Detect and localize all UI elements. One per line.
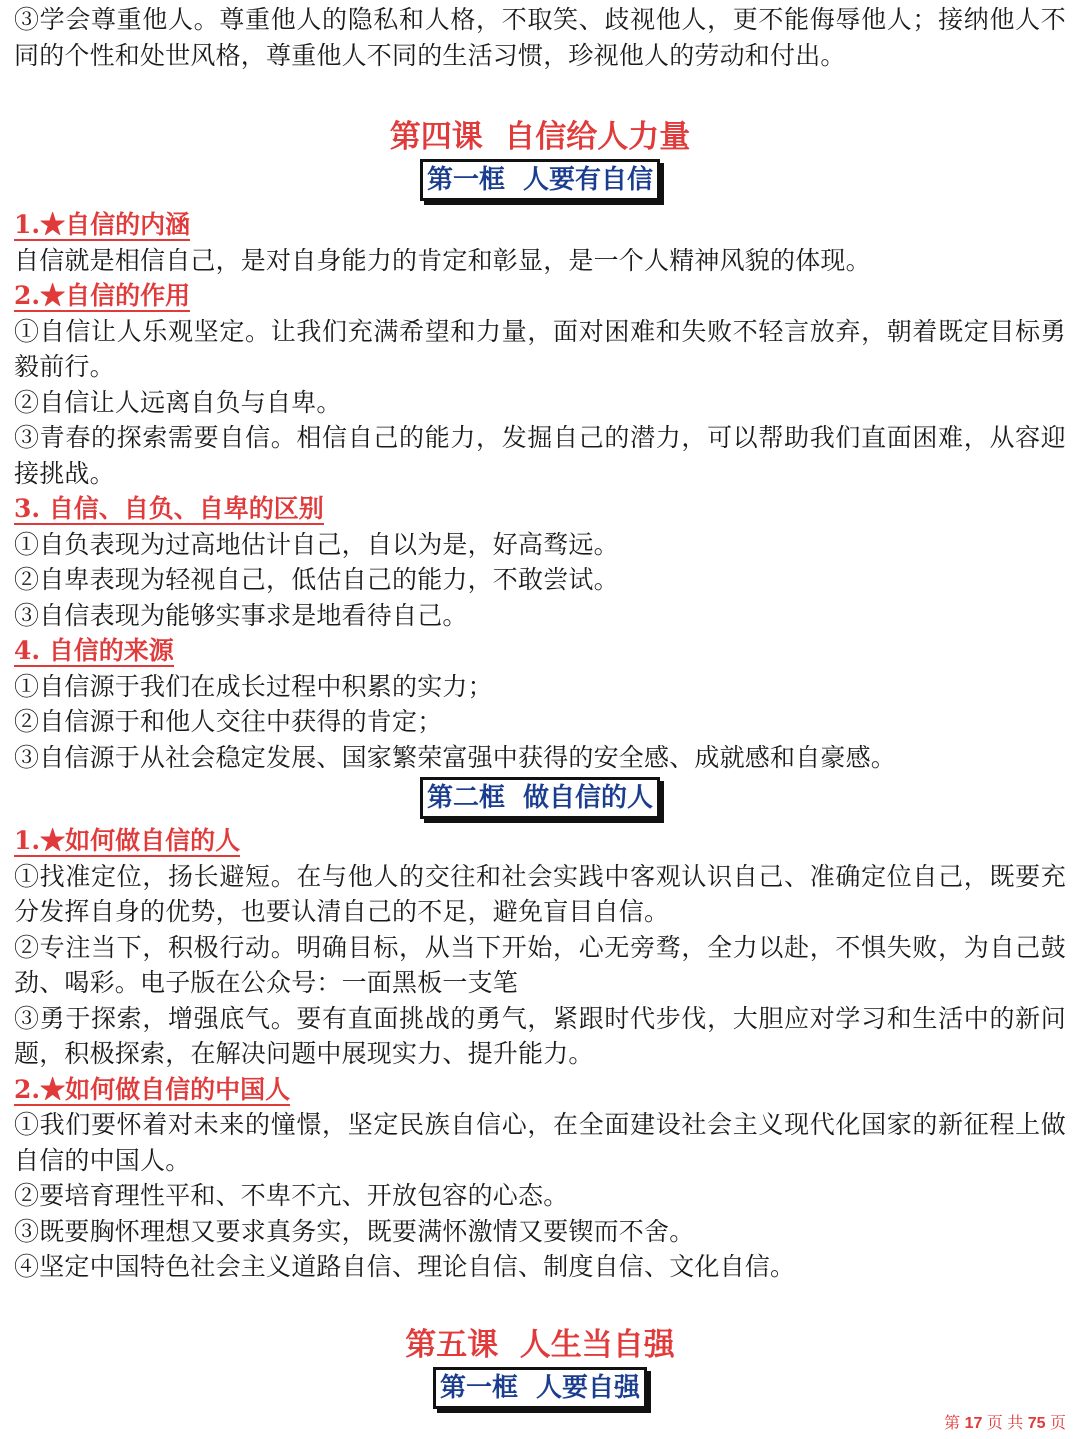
page-number-footer xyxy=(944,1410,1066,1433)
footer-middle: 页 共 xyxy=(986,1415,1024,1432)
section-paragraph: ①自信让人乐观坚定。让我们充满希望和力量，面对困难和失败不轻言放弃，朝着既定目标勇毅前行。 xyxy=(14,316,1066,381)
section-heading: 3. 自信、自负、自卑的区别 xyxy=(14,494,324,523)
section-paragraph: ①我们要怀着对未来的憧憬，坚定民族自信心，在全面建设社会主义现代化国家的新征程上做自信的中国人。 xyxy=(14,1110,1066,1175)
lesson-4-title: 第四课 自信给人力量 xyxy=(389,119,691,155)
footer-suffix: 页 xyxy=(1049,1415,1066,1432)
section-paragraph: ③既要胸怀理想又要求真务实，既要满怀激情又要锲而不舍。 xyxy=(14,1216,695,1246)
section-paragraph: ①找准定位，扬长避短。在与他人的交往和社会实践中客观认识自己、准确定位自己，既要充分发挥自身的优势，也要认清自己的不足，避免盲目自信。 xyxy=(14,861,1066,926)
section-heading: 2.★自信的作用 xyxy=(14,281,191,310)
section-heading: 1.★如何做自信的人 xyxy=(14,826,241,855)
section-paragraph: ②专注当下，积极行动。明确目标，从当下开始，心无旁骛，全力以赴，不惧失败，为自己鼓劲、喝彩。电子版在公众号：一面黑板一支笔 xyxy=(14,932,1066,997)
section-paragraph: 自信就是相信自己，是对自身能力的肯定和彰显，是一个人精神风貌的体现。 xyxy=(14,245,871,275)
lesson-5-title: 第五课 人生当自强 xyxy=(405,1326,675,1363)
section-paragraph: ③自信表现为能够实事求是地看待自己。 xyxy=(14,600,468,630)
footer-page-number: 17 xyxy=(964,1415,983,1432)
section-paragraph: ①自信源于我们在成长过程中积累的实力； xyxy=(14,671,493,701)
footer-total-pages: 75 xyxy=(1027,1415,1046,1432)
section-paragraph: ③勇于探索，增强底气。要有直面挑战的勇气，紧跟时代步伐，大胆应对学习和生活中的新问题，积极探索，在解决问题中展现实力、提升能力。 xyxy=(14,1003,1066,1068)
section-heading: 2.★如何做自信的中国人 xyxy=(14,1074,291,1104)
lesson-4-frame-2-title: 第二框 做自信的人 xyxy=(420,777,660,819)
section-paragraph: ②要培育理性平和、不卑不亢、开放包容的心态。 xyxy=(14,1181,569,1210)
section-paragraph: ②自信源于和他人交往中获得的肯定； xyxy=(14,707,443,736)
section-paragraph: ②自信让人远离自负与自卑。 xyxy=(14,387,342,417)
section-paragraph: ③自信源于从社会稳定发展、国家繁荣富强中获得的安全感、成就感和自豪感。 xyxy=(14,742,897,772)
section-paragraph: ③青春的探索需要自信。相信自己的能力，发掘自己的潜力，可以帮助我们直面困难，从容迎接挑战。 xyxy=(14,423,1066,488)
footer-prefix: 第 xyxy=(944,1415,961,1432)
lesson-4-frame-1-wrap xyxy=(14,159,1066,201)
lesson-4-frame-2-wrap xyxy=(14,777,1066,819)
section-paragraph: ④坚定中国特色社会主义道路自信、理论自信、制度自信、文化自信。 xyxy=(14,1252,796,1281)
section-heading: 4. 自信的来源 xyxy=(14,636,174,665)
section-paragraph: ①自负表现为过高地估计自己，自以为是，好高骛远。 xyxy=(14,529,619,559)
section-paragraph: ②自卑表现为轻视自己，低估自己的能力，不敢尝试。 xyxy=(14,565,619,594)
section-heading: 1.★自信的内涵 xyxy=(14,210,191,239)
lesson-5-frame-1-title: 第一框 人要自强 xyxy=(433,1367,647,1409)
lesson-4-frame-1-title: 第一框 人要有自信 xyxy=(420,159,660,201)
lesson-5-frame-1-wrap xyxy=(14,1367,1066,1409)
intro-paragraph: ③学会尊重他人。尊重他人的隐私和人格，不取笑、歧视他人，更不能侮辱他人；接纳他人不同的个性和处世风格，尊重他人不同的生活习惯，珍视他人的劳动和付出。 xyxy=(14,5,1066,70)
